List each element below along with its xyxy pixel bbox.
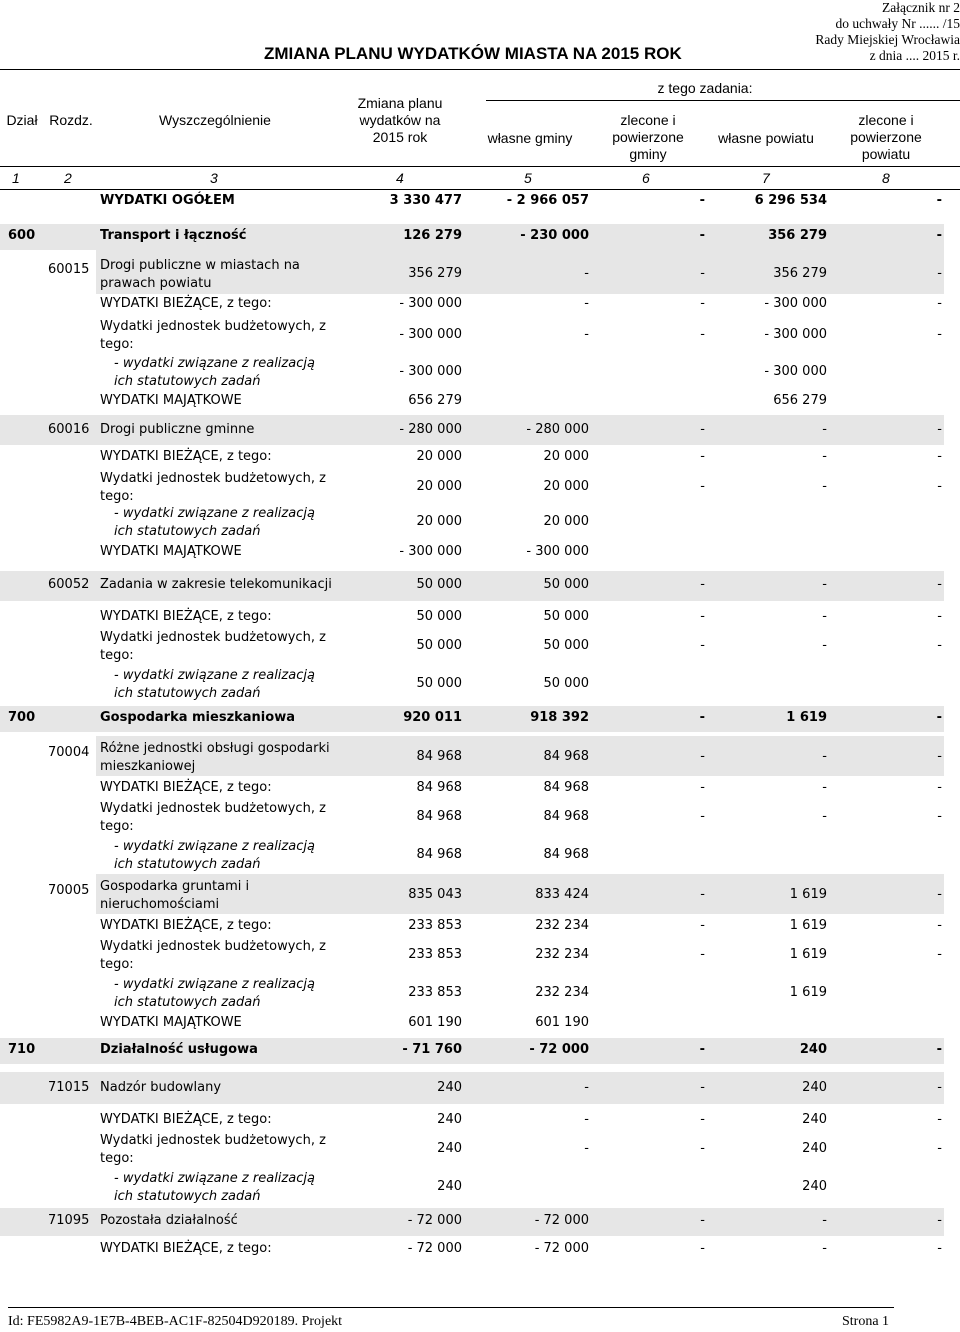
value-zlecone-powiatu: -: [937, 887, 942, 902]
value-change: - 300 000: [399, 327, 462, 342]
annex-line: z dnia .... 2015 r.: [869, 48, 960, 63]
value-zlecone-gminy: -: [700, 479, 705, 494]
row-description: - wydatki związane z realizacją ich statutowych zadań: [114, 506, 315, 539]
value-zlecone-gminy: -: [699, 710, 705, 725]
row-description: Gospodarka gruntami i nieruchomościami: [100, 879, 250, 912]
dzial-code: 700: [8, 710, 36, 725]
col-header-zlecone-powiatu: zlecone i powierzone powiatu: [850, 112, 922, 162]
value-change: 84 968: [416, 749, 462, 764]
row-description: - wydatki związane z realizacją ich statutowych zadań: [114, 839, 315, 872]
value-zlecone-powiatu: -: [937, 749, 942, 764]
value-change: 601 190: [408, 1015, 462, 1030]
value-change: 50 000: [416, 638, 462, 653]
col-header-wlasne-gminy: własne gminy: [487, 130, 573, 146]
header-bottom-rule: [0, 166, 960, 167]
value-wlasne-powiatu: - 300 000: [764, 296, 827, 311]
value-zlecone-gminy: -: [700, 449, 705, 464]
value-wlasne-gminy: 50 000: [543, 609, 589, 624]
value-change: 20 000: [416, 479, 462, 494]
value-change: - 72 000: [407, 1213, 462, 1228]
page-title: ZMIANA PLANU WYDATKÓW MIASTA NA 2015 ROK: [264, 44, 682, 63]
value-wlasne-gminy: 232 234: [535, 985, 589, 1000]
value-wlasne-powiatu: 1 619: [789, 947, 827, 962]
value-zlecone-gminy: -: [700, 1241, 705, 1256]
value-wlasne-powiatu: -: [822, 638, 827, 653]
rozdzial-code: 71015: [48, 1080, 90, 1095]
value-change: - 300 000: [399, 544, 462, 559]
value-change: 240: [437, 1112, 462, 1127]
footer-page-number: Strona 1: [842, 1314, 890, 1329]
value-zlecone-powiatu: -: [937, 1213, 942, 1228]
value-wlasne-powiatu: -: [822, 1213, 827, 1228]
value-change: - 72 000: [407, 1241, 462, 1256]
value-change: 656 279: [408, 393, 462, 408]
value-wlasne-powiatu: 240: [799, 1042, 827, 1057]
value-wlasne-powiatu: 240: [802, 1112, 827, 1127]
row-description: Zadania w zakresie telekomunikacji: [100, 577, 332, 592]
value-zlecone-powiatu: -: [937, 577, 942, 592]
row-description: Wydatki jednostek budżetowych, z tego:: [100, 939, 326, 972]
value-zlecone-powiatu: -: [937, 780, 942, 795]
value-change: - 280 000: [399, 422, 462, 437]
row-description: WYDATKI MAJĄTKOWE: [100, 544, 242, 559]
value-zlecone-gminy: -: [700, 887, 705, 902]
value-zlecone-gminy: -: [700, 327, 705, 342]
value-zlecone-powiatu: -: [937, 422, 942, 437]
value-zlecone-gminy: -: [700, 918, 705, 933]
row-description: - wydatki związane z realizacją ich statutowych zadań: [114, 668, 315, 701]
value-zlecone-gminy: -: [700, 749, 705, 764]
value-wlasne-powiatu: 356 279: [768, 228, 827, 243]
value-zlecone-gminy: -: [700, 577, 705, 592]
col-number: 4: [396, 170, 404, 186]
row-description: WYDATKI MAJĄTKOWE: [100, 1015, 242, 1030]
row-description: Wydatki jednostek budżetowych, z tego:: [100, 630, 326, 663]
col-header-rozdz: Rozdz.: [49, 112, 93, 128]
col-header-wlasne-powiatu: własne powiatu: [718, 130, 814, 146]
dzial-code: 600: [8, 228, 36, 243]
value-change: 233 853: [408, 985, 462, 1000]
value-zlecone-powiatu: -: [936, 710, 942, 725]
value-wlasne-powiatu: 356 279: [773, 266, 827, 281]
value-change: 20 000: [416, 449, 462, 464]
value-zlecone-gminy: -: [700, 609, 705, 624]
value-wlasne-gminy: 20 000: [543, 449, 589, 464]
value-wlasne-gminy: - 72 000: [534, 1213, 589, 1228]
value-change: 50 000: [416, 676, 462, 691]
value-zlecone-powiatu: -: [937, 1112, 942, 1127]
value-wlasne-powiatu: 240: [802, 1080, 827, 1095]
col-number: 7: [762, 170, 770, 186]
col-number: 1: [12, 170, 20, 186]
row-description: Wydatki jednostek budżetowych, z tego:: [100, 801, 326, 834]
col-number: 3: [210, 170, 218, 186]
value-change: 126 279: [403, 228, 462, 243]
row-description: Działalność usługowa: [100, 1042, 258, 1057]
row-description: Wydatki jednostek budżetowych, z tego:: [100, 471, 326, 504]
value-zlecone-gminy: -: [700, 638, 705, 653]
value-wlasne-powiatu: - 300 000: [764, 327, 827, 342]
rozdzial-code: 60015: [48, 262, 90, 277]
value-change: 3 330 477: [389, 193, 462, 208]
value-wlasne-gminy: -: [584, 1112, 589, 1127]
value-wlasne-gminy: 601 190: [535, 1015, 589, 1030]
col-header-dzial: Dział: [6, 112, 38, 128]
value-wlasne-gminy: 20 000: [543, 514, 589, 529]
value-change: 84 968: [416, 780, 462, 795]
value-zlecone-powiatu: -: [937, 1080, 942, 1095]
value-zlecone-powiatu: -: [937, 918, 942, 933]
row-description: WYDATKI BIEŻĄCE, z tego:: [100, 780, 272, 795]
value-wlasne-powiatu: -: [822, 1241, 827, 1256]
value-change: - 300 000: [399, 364, 462, 379]
row-description: WYDATKI OGÓŁEM: [100, 193, 235, 208]
value-change: 233 853: [408, 918, 462, 933]
value-wlasne-powiatu: -: [822, 449, 827, 464]
col-header-wyszczegolnienie: Wyszczególnienie: [159, 112, 271, 128]
value-zlecone-gminy: -: [700, 780, 705, 795]
value-zlecone-gminy: -: [700, 266, 705, 281]
value-change: - 300 000: [399, 296, 462, 311]
value-zlecone-powiatu: -: [937, 479, 942, 494]
value-wlasne-powiatu: 240: [802, 1179, 827, 1194]
value-zlecone-gminy: -: [699, 1042, 705, 1057]
value-change: 233 853: [408, 947, 462, 962]
value-wlasne-powiatu: 240: [802, 1141, 827, 1156]
value-zlecone-gminy: -: [700, 296, 705, 311]
value-wlasne-powiatu: - 300 000: [764, 364, 827, 379]
value-wlasne-powiatu: 1 619: [786, 710, 827, 725]
row-description: Drogi publiczne w miastach na prawach powiatu: [100, 258, 300, 291]
col-number: 6: [642, 170, 650, 186]
col-number: 8: [882, 170, 890, 186]
value-wlasne-gminy: 918 392: [530, 710, 589, 725]
value-wlasne-gminy: -: [584, 1141, 589, 1156]
value-change: 920 011: [403, 710, 462, 725]
header-top-rule: [0, 69, 960, 70]
value-wlasne-gminy: - 280 000: [526, 422, 589, 437]
value-zlecone-gminy: -: [700, 1213, 705, 1228]
col-header-zmiana: Zmiana planu wydatków na 2015 rok: [357, 95, 443, 145]
row-description: WYDATKI MAJĄTKOWE: [100, 393, 242, 408]
value-zlecone-powiatu: -: [936, 193, 942, 208]
value-wlasne-gminy: 84 968: [543, 809, 589, 824]
value-zlecone-powiatu: -: [937, 266, 942, 281]
numbers-rule: [0, 189, 960, 190]
value-zlecone-powiatu: -: [937, 1241, 942, 1256]
row-description: - wydatki związane z realizacją ich statutowych zadań: [114, 1171, 315, 1204]
value-zlecone-powiatu: -: [936, 1042, 942, 1057]
value-zlecone-powiatu: -: [937, 327, 942, 342]
value-wlasne-gminy: -: [584, 266, 589, 281]
row-description: - wydatki związane z realizacją ich statutowych zadań: [114, 356, 315, 389]
value-wlasne-powiatu: 6 296 534: [754, 193, 827, 208]
value-zlecone-gminy: -: [699, 193, 705, 208]
value-wlasne-gminy: - 72 000: [534, 1241, 589, 1256]
dzial-code: 710: [8, 1042, 36, 1057]
value-change: 84 968: [416, 847, 462, 862]
value-zlecone-powiatu: -: [937, 947, 942, 962]
value-zlecone-gminy: -: [700, 1112, 705, 1127]
value-zlecone-powiatu: -: [937, 638, 942, 653]
row-description: WYDATKI BIEŻĄCE, z tego:: [100, 1241, 272, 1256]
footer-rule: [8, 1307, 894, 1308]
value-zlecone-gminy: -: [700, 947, 705, 962]
value-zlecone-powiatu: -: [936, 228, 942, 243]
value-wlasne-gminy: - 300 000: [526, 544, 589, 559]
value-wlasne-gminy: -: [584, 1080, 589, 1095]
value-wlasne-powiatu: 1 619: [789, 887, 827, 902]
value-zlecone-powiatu: -: [937, 1141, 942, 1156]
rozdzial-code: 71095: [48, 1213, 90, 1228]
footer-id: Id: FE5982A9-1E7B-4BEB-AC1F-82504D920189. Projekt: [8, 1314, 343, 1329]
value-change: - 71 760: [402, 1042, 462, 1057]
value-change: 240: [437, 1080, 462, 1095]
value-change: 50 000: [416, 609, 462, 624]
value-wlasne-gminy: 84 968: [543, 749, 589, 764]
row-description: WYDATKI BIEŻĄCE, z tego:: [100, 1112, 272, 1127]
value-change: 240: [437, 1141, 462, 1156]
value-wlasne-powiatu: -: [822, 422, 827, 437]
rozdzial-code: 60052: [48, 577, 90, 592]
value-wlasne-gminy: 20 000: [543, 479, 589, 494]
value-wlasne-powiatu: -: [822, 809, 827, 824]
value-zlecone-gminy: -: [700, 1080, 705, 1095]
value-wlasne-gminy: 84 968: [543, 780, 589, 795]
value-change: 50 000: [416, 577, 462, 592]
value-wlasne-gminy: - 230 000: [520, 228, 589, 243]
row-description: Drogi publiczne gminne: [100, 422, 255, 437]
value-wlasne-powiatu: 1 619: [789, 918, 827, 933]
row-description: Gospodarka mieszkaniowa: [100, 710, 295, 725]
value-wlasne-gminy: - 72 000: [529, 1042, 589, 1057]
row-description: Wydatki jednostek budżetowych, z tego:: [100, 1133, 326, 1166]
value-wlasne-powiatu: -: [822, 479, 827, 494]
row-description: - wydatki związane z realizacją ich statutowych zadań: [114, 977, 315, 1010]
row-description: Nadzór budowlany: [100, 1080, 222, 1095]
value-zlecone-powiatu: -: [937, 449, 942, 464]
annex-note: [815, 0, 960, 64]
value-wlasne-powiatu: -: [822, 577, 827, 592]
rozdzial-code: 70004: [48, 745, 90, 760]
row-description: Pozostała działalność: [100, 1213, 238, 1228]
value-zlecone-powiatu: -: [937, 609, 942, 624]
value-wlasne-powiatu: 1 619: [789, 985, 827, 1000]
value-change: 835 043: [408, 887, 462, 902]
annex-line: Rady Miejskiej Wrocławia: [815, 32, 960, 47]
value-zlecone-gminy: -: [699, 228, 705, 243]
value-zlecone-gminy: -: [700, 809, 705, 824]
value-change: 84 968: [416, 809, 462, 824]
row-description: WYDATKI BIEŻĄCE, z tego:: [100, 296, 272, 311]
value-wlasne-powiatu: -: [822, 609, 827, 624]
value-zlecone-gminy: -: [700, 422, 705, 437]
annex-line: Załącznik nr 2: [882, 0, 960, 15]
row-description: WYDATKI BIEŻĄCE, z tego:: [100, 609, 272, 624]
col-header-zlecone-gminy: zlecone i powierzone gminy: [612, 112, 684, 162]
rozdzial-code: 60016: [48, 422, 90, 437]
value-wlasne-gminy: 84 968: [543, 847, 589, 862]
subheader-rule: [486, 100, 960, 101]
value-zlecone-powiatu: -: [937, 296, 942, 311]
row-description: Transport i łączność: [100, 228, 247, 243]
value-wlasne-gminy: 50 000: [543, 577, 589, 592]
rozdzial-code: 70005: [48, 883, 90, 898]
value-wlasne-gminy: 833 424: [535, 887, 589, 902]
row-description: WYDATKI BIEŻĄCE, z tego:: [100, 918, 272, 933]
annex-line: do uchwały Nr ...... /15: [835, 16, 960, 31]
col-number: 2: [64, 170, 72, 186]
value-wlasne-powiatu: -: [822, 749, 827, 764]
value-change: 240: [437, 1179, 462, 1194]
row-description: Wydatki jednostek budżetowych, z tego:: [100, 319, 326, 352]
value-wlasne-gminy: -: [584, 296, 589, 311]
value-wlasne-gminy: 232 234: [535, 947, 589, 962]
value-change: 20 000: [416, 514, 462, 529]
value-wlasne-gminy: 232 234: [535, 918, 589, 933]
value-zlecone-powiatu: -: [937, 809, 942, 824]
row-description: Różne jednostki obsługi gospodarki mieszkaniowej: [100, 741, 330, 774]
value-wlasne-powiatu: -: [822, 780, 827, 795]
value-wlasne-gminy: -: [584, 327, 589, 342]
col-header-z-tego: z tego zadania:: [657, 80, 753, 96]
row-description: WYDATKI BIEŻĄCE, z tego:: [100, 449, 272, 464]
value-zlecone-gminy: -: [700, 1141, 705, 1156]
col-number: 5: [524, 170, 532, 186]
value-wlasne-gminy: 50 000: [543, 676, 589, 691]
value-wlasne-gminy: 50 000: [543, 638, 589, 653]
value-wlasne-powiatu: 656 279: [773, 393, 827, 408]
value-change: 356 279: [408, 266, 462, 281]
value-wlasne-gminy: - 2 966 057: [506, 193, 589, 208]
